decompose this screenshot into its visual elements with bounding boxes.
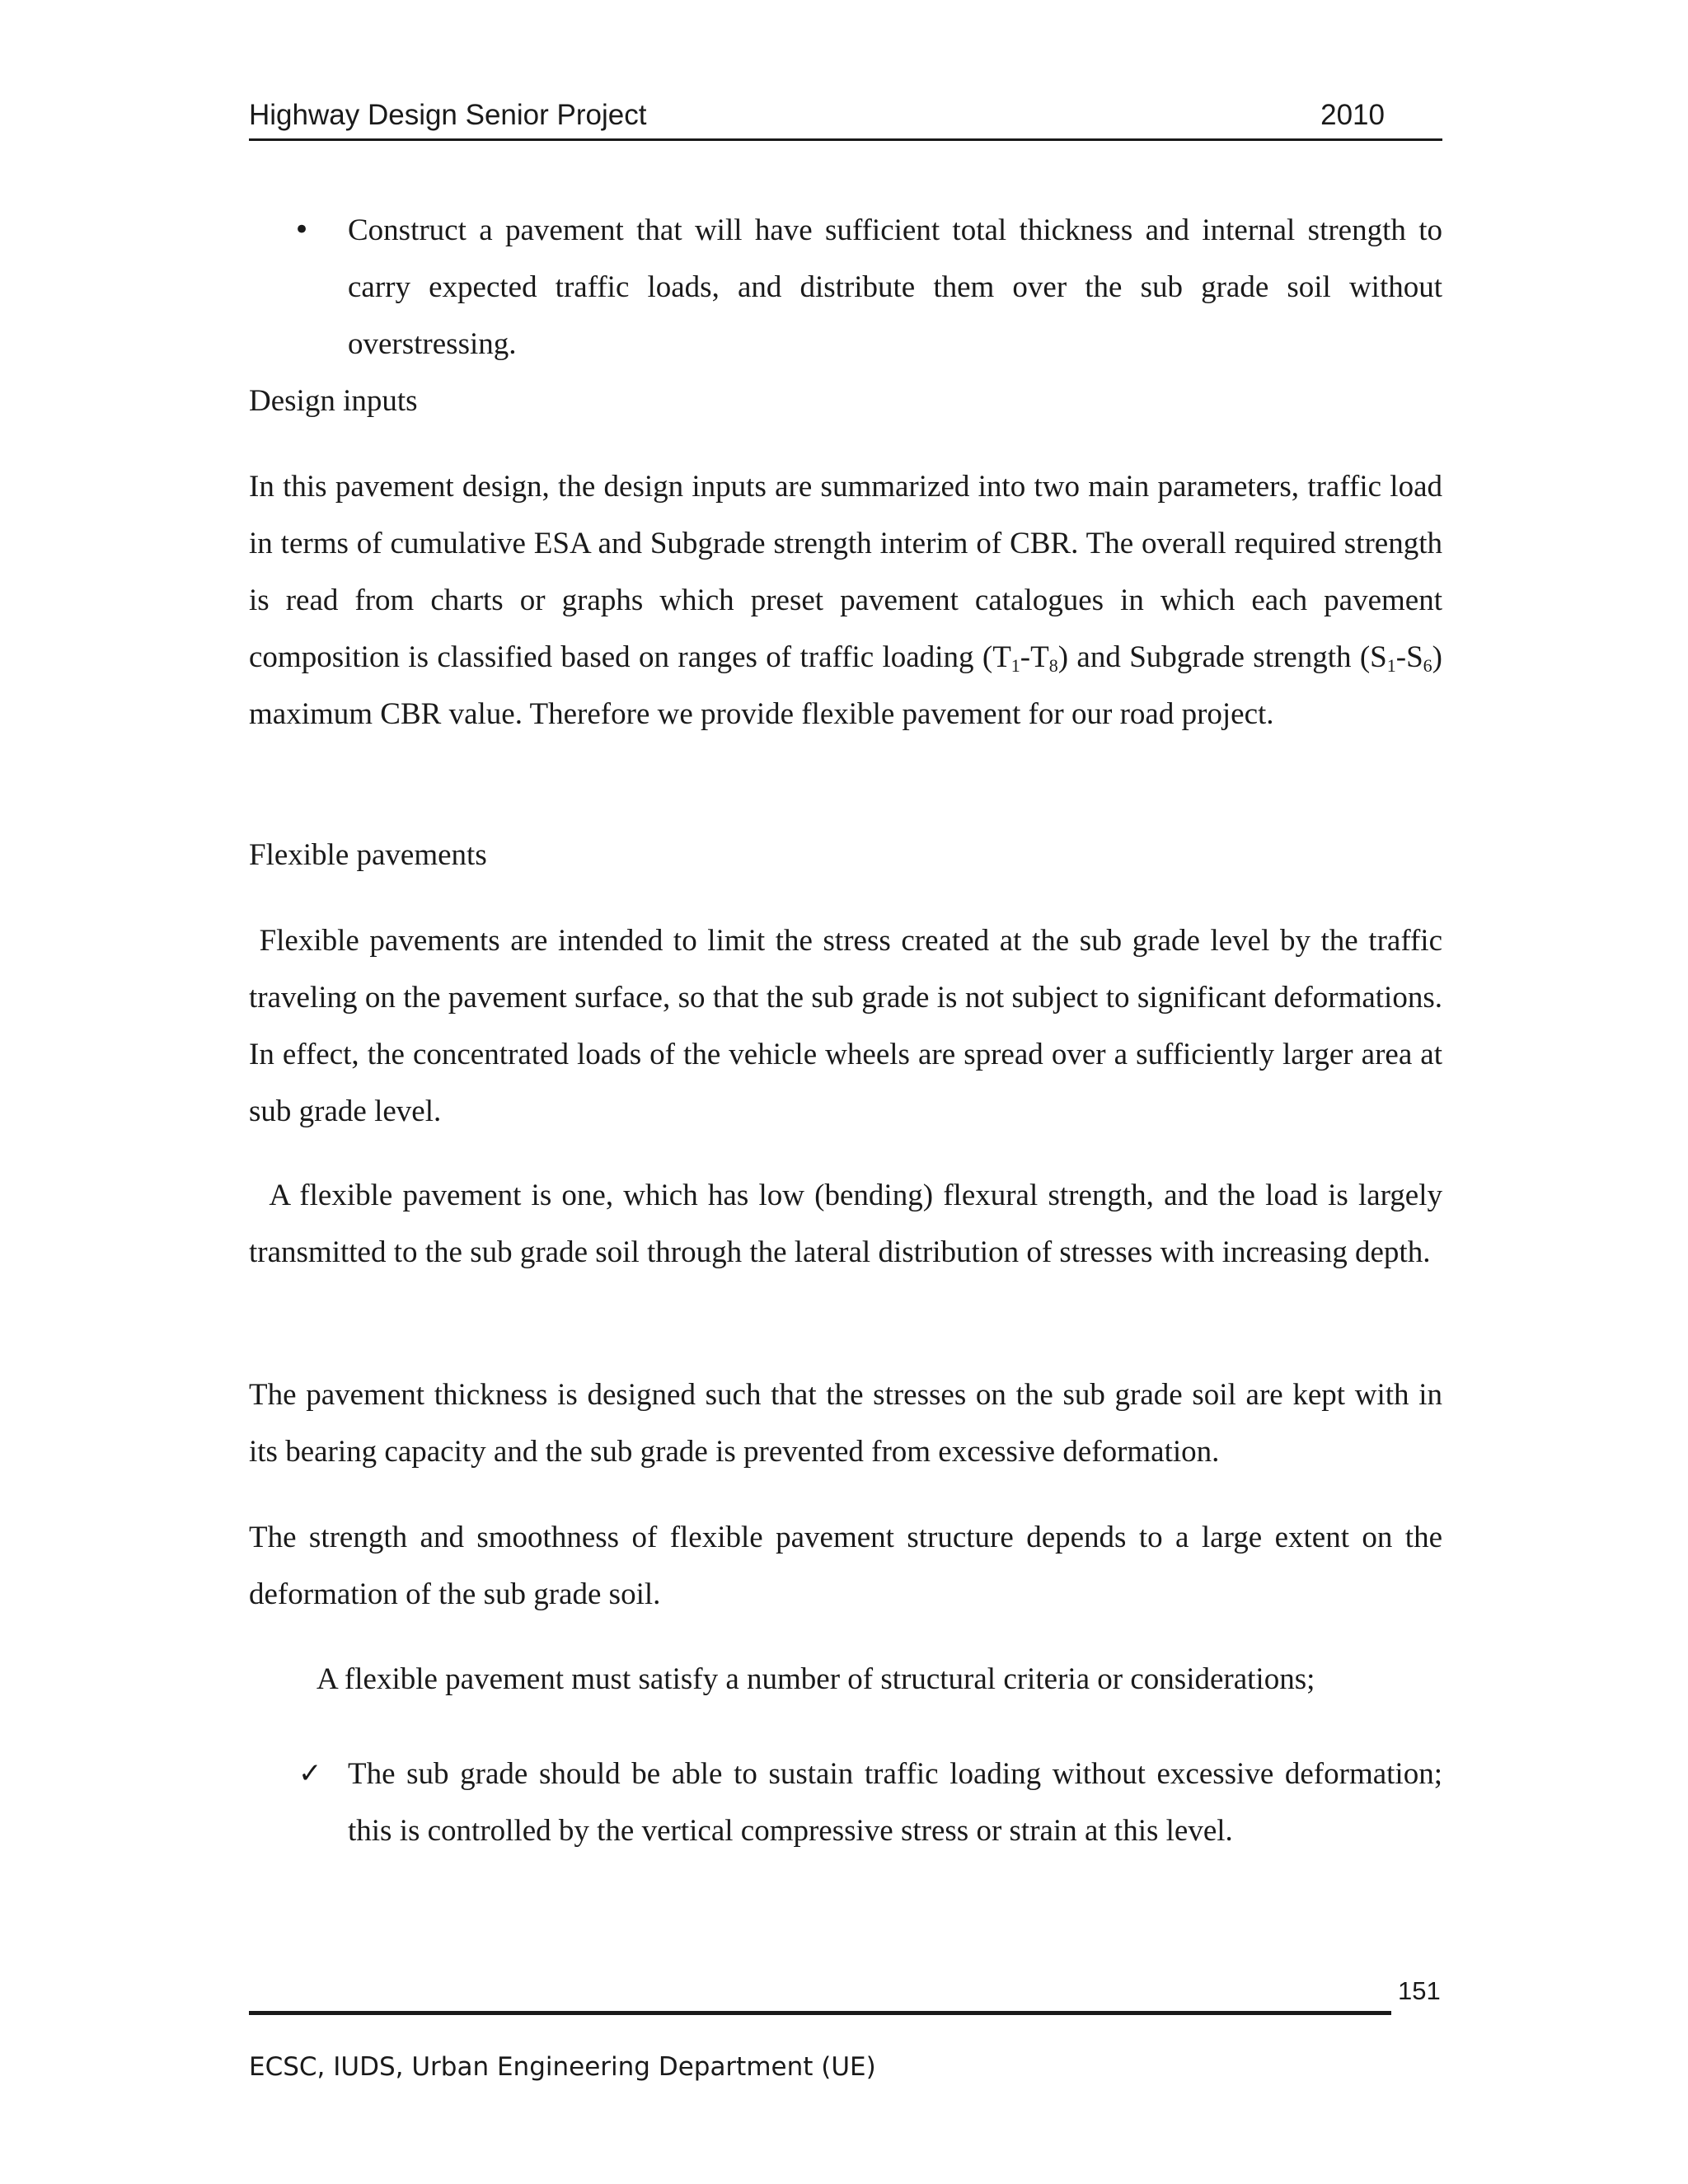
page-header <box>249 97 1442 141</box>
page-number: 151 <box>1398 1976 1441 2005</box>
heading-flexible-pavements: Flexible pavements <box>249 838 487 872</box>
paragraph-flexible-intro: Flexible pavements are intended to limit the stress created at the sub grade level by the traffic traveling on the pavement surface, so that the sub grade is not subject to significant deformations. In effect, the concentrated loads of the vehicle wheels are spread over a sufficiently larger area at sub grade level. <box>249 924 1451 1128</box>
header-title: Highway Design Senior Project <box>249 99 647 131</box>
bullet-marker: • <box>293 213 311 246</box>
bullet-item-text: Construct a pavement that will have sufficient total thickness and internal strength to carry expected traffic loads, and distribute them over the sub grade soil without overstressing. <box>348 213 1442 361</box>
header-year: 2010 <box>1320 99 1385 131</box>
heading-design-inputs: Design inputs <box>249 384 418 418</box>
check-item-text: The sub grade should be able to sustain traffic loading without excessive deformation; this is controlled by the vertical compressive stress or strain at this level. <box>348 1757 1442 1848</box>
check-marker: ✓ <box>298 1757 322 1790</box>
paragraph-thickness: The pavement thickness is designed such that the stresses on the sub grade soil are kept with in its bearing capacity and the sub grade is prevented from excessive deformation. <box>249 1378 1442 1469</box>
paragraph-criteria-intro: A flexible pavement must satisfy a number of structural criteria or considerations; <box>316 1662 1315 1696</box>
paragraph-flexible-definition: A flexible pavement is one, which has low (bending) flexural strength, and the load is largely transmitted to the sub grade soil through the lateral distribution of stresses with increasing depth. <box>249 1179 1451 1269</box>
footer-rule <box>249 2011 1391 2015</box>
footer-text: ECSC, IUDS, Urban Engineering Department (UE) <box>249 2052 876 2082</box>
design-inputs-paragraph: In this pavement design, the design inputs are summarized into two main parameters, traffic load in terms of cumulative ESA and Subgrade strength interim of CBR. The overall required strength is read from charts or graphs which preset pavement catalogues in which each pavement composition is classified based on ranges of traffic loading $(T_1-T_8)$ and Subgrade strength $(S_1-S_6)$ maximum CBR value. Therefore we provide flexible pavement for our road project. <box>249 470 1442 731</box>
paragraph-strength: The strength and smoothness of flexible pavement structure depends to a large extent on the deformation of the sub grade soil. <box>249 1521 1442 1611</box>
